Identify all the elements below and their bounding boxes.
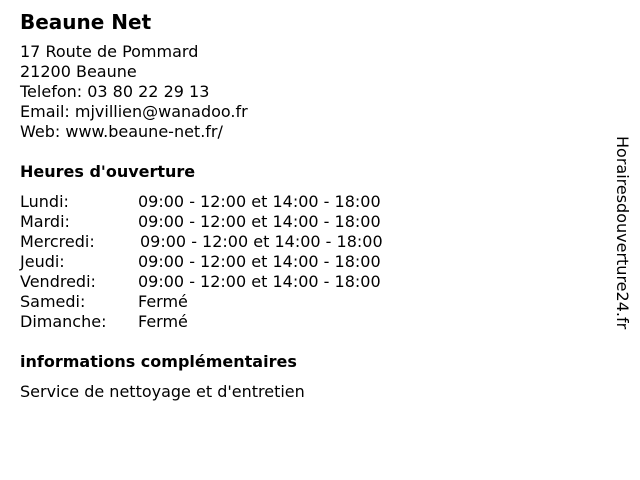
additional-info-heading: informations complémentaires [20,352,297,371]
hours-value: 09:00 - 12:00 et 14:00 - 18:00 [138,272,381,291]
hours-row-thursday [20,252,580,272]
day-label: Samedi: [20,292,86,311]
hours-row-monday [20,192,580,212]
hours-row-sunday [20,312,580,332]
day-label: Mercredi: [20,232,95,251]
opening-hours-table [20,192,580,332]
hours-row-saturday [20,292,580,312]
website-address: Web: www.beaune-net.fr/ [20,122,223,141]
hours-value: 09:00 - 12:00 et 14:00 - 18:00 [138,252,381,271]
business-name: Beaune Net [20,10,152,34]
hours-value: 09:00 - 12:00 et 14:00 - 18:00 [138,212,381,231]
hours-value: 09:00 - 12:00 et 14:00 - 18:00 [140,232,383,251]
hours-value: 09:00 - 12:00 et 14:00 - 18:00 [138,192,381,211]
business-card [20,10,580,402]
additional-info-text: Service de nettoyage et d'entretien [20,382,305,401]
address-city: 21200 Beaune [20,62,137,81]
day-label: Vendredi: [20,272,96,291]
address-street: 17 Route de Pommard [20,42,199,61]
brand-watermark [612,136,632,368]
day-label: Mardi: [20,212,70,231]
day-label: Jeudi: [20,252,65,271]
phone-number: Telefon: 03 80 22 29 13 [20,82,210,101]
email-address: Email: mjvillien@wanadoo.fr [20,102,248,121]
day-label: Dimanche: [20,312,107,331]
hours-row-tuesday [20,212,580,232]
brand-watermark-text: Horairesdouverture24.fr [613,136,632,330]
opening-hours-heading: Heures d'ouverture [20,162,196,181]
hours-row-friday [20,272,580,292]
hours-value: Fermé [138,292,188,311]
hours-value: Fermé [138,312,188,331]
hours-row-wednesday [20,232,580,252]
day-label: Lundi: [20,192,69,211]
